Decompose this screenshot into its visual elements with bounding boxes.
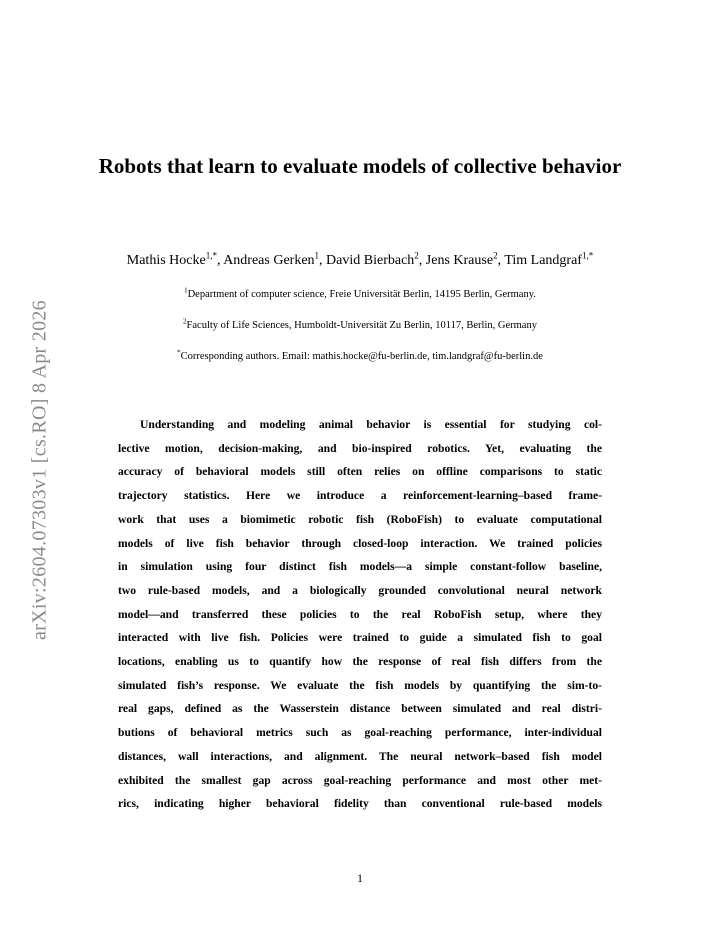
page-number: 1 bbox=[357, 871, 363, 885]
author-name: Tim Landgraf bbox=[504, 253, 582, 268]
corresponding-authors-text: Corresponding authors. Email: mathis.hocke@fu-berlin.de, tim.landgraf@fu-berlin.de bbox=[180, 351, 543, 362]
author-affiliation-mark: 1 bbox=[314, 250, 320, 261]
affiliation-text: Department of computer science, Freie Universität Berlin, 14195 Berlin, Germany. bbox=[187, 289, 536, 300]
author-affiliation-mark: 1,* bbox=[205, 250, 217, 261]
author-affiliation-mark: 1,* bbox=[581, 250, 594, 261]
paper-title: Robots that learn to evaluate models of collective behavior bbox=[98, 154, 622, 178]
abstract-line: trajectory statistics. Here we introduce a reinforcement-learning–based frame- bbox=[118, 489, 602, 503]
affiliation-2 bbox=[60, 317, 660, 331]
author-name: David Bierbach bbox=[326, 253, 415, 268]
affiliation-text: Faculty of Life Sciences, Humboldt-Universität Zu Berlin, 10117, Berlin, Germany bbox=[186, 320, 537, 331]
corresponding-authors-note bbox=[60, 348, 660, 362]
affiliation-mark: 1 bbox=[184, 286, 188, 295]
abstract-line: two rule-based models, and a biologically grounded convolutional neural network bbox=[118, 583, 602, 597]
author-affiliation-mark: 2 bbox=[493, 250, 498, 261]
arxiv-identifier-stamp: arXiv:2604.07303v1 [cs.RO] 8 Apr 2026 bbox=[28, 300, 51, 640]
abstract-line: butions of behavioral metrics such as goal-reaching performance, inter-individual bbox=[118, 726, 602, 740]
affiliation-mark: * bbox=[177, 348, 181, 357]
abstract-line: in simulation using four distinct fish models—a simple constant-follow baseline, bbox=[118, 560, 602, 574]
author-name: Jens Krause bbox=[425, 253, 494, 268]
abstract-line: simulated fish’s response. We evaluate the fish models by quantifying the sim-to- bbox=[118, 678, 602, 692]
abstract-line: models of live fish behavior through closed-loop interaction. We trained policies bbox=[118, 536, 602, 550]
abstract-line: model—and transferred these policies to the real RoboFish setup, where they bbox=[118, 607, 602, 621]
abstract-line: exhibited the smallest gap across goal-reaching performance and most other met- bbox=[118, 773, 602, 787]
author-affiliation-mark: 2 bbox=[414, 250, 419, 261]
abstract-line: Understanding and modeling animal behavior is essential for studying col- bbox=[140, 418, 602, 431]
abstract-line: real gaps, defined as the Wasserstein distance between simulated and real distri- bbox=[118, 702, 602, 716]
affiliation-1 bbox=[60, 286, 660, 300]
abstract-line: rics, indicating higher behavioral fidelity than conventional rule-based models bbox=[118, 797, 602, 811]
author-name: Mathis Hocke bbox=[126, 253, 206, 268]
abstract-line: accuracy of behavioral models still often relies on offline comparisons to static bbox=[118, 465, 602, 479]
abstract-line: interacted with live fish. Policies were trained to guide a simulated fish to goal bbox=[118, 631, 602, 645]
abstract-line: distances, wall interactions, and alignment. The neural network–based fish model bbox=[118, 749, 602, 763]
author-list: Mathis Hocke$^{1,*}$, Andreas Gerken$^1$, David Bierbach$^2$, Jens Krause$^2$, Tim Landgraf$^{1,*}$ bbox=[126, 250, 594, 268]
author-name: Andreas Gerken bbox=[223, 253, 315, 268]
affiliation-mark: 2 bbox=[183, 317, 187, 326]
abstract-line: work that uses a biomimetic robotic fish (RoboFish) to evaluate computational bbox=[118, 512, 602, 526]
abstract-line: locations, enabling us to quantify how the response of real fish differs from the bbox=[118, 655, 602, 669]
abstract-line: lective motion, decision-making, and bio-inspired robotics. Yet, evaluating the bbox=[118, 441, 602, 455]
abstract bbox=[118, 413, 602, 816]
